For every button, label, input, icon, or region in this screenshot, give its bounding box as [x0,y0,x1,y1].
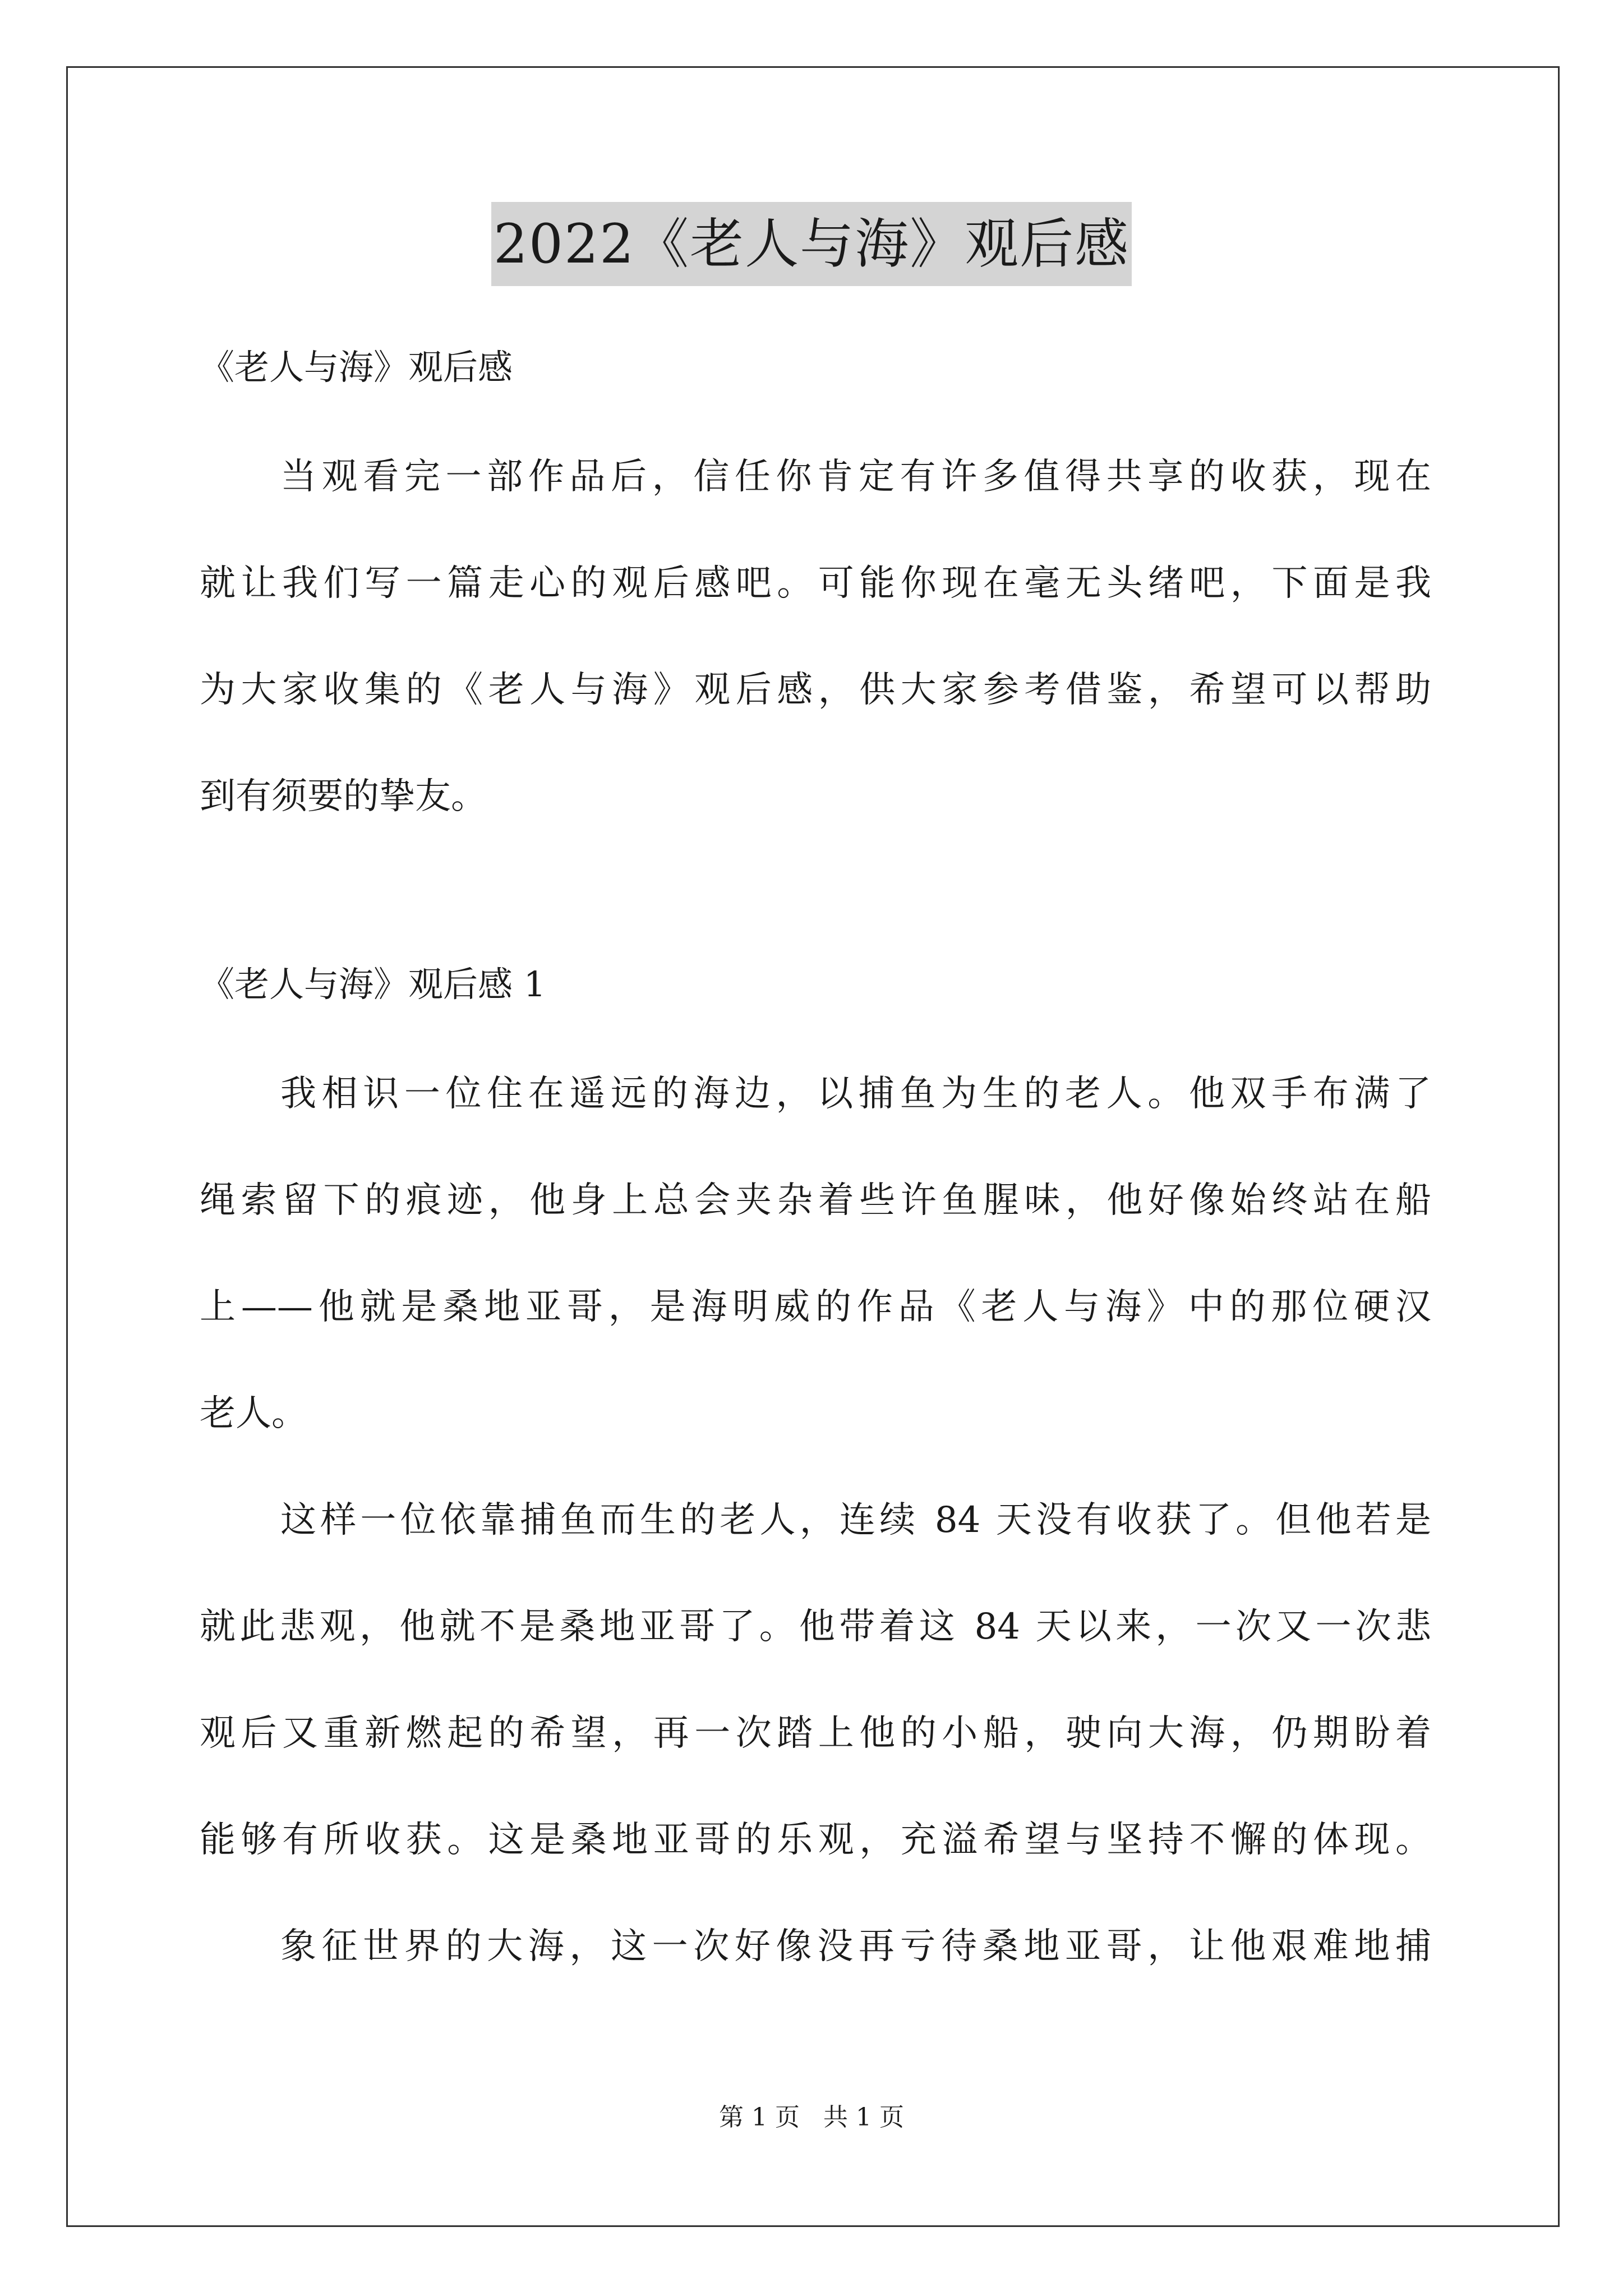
essay-paragraph-3 [200,1893,1431,2000]
essay-heading [200,956,1431,1013]
paragraph-line: 能够有所收获。这是桑地亚哥的乐观，充溢希望与坚持不懈的体现。 [200,1819,1431,1861]
paragraph-line: 绳索留下的痕迹，他身上总会夹杂着些许鱼腥味，他好像始终站在船 [200,1180,1431,1221]
section-heading-text: 《老人与海》观后感 [200,347,513,388]
paragraph-line: 这样一位依靠捕鱼而生的老人，连续 84 天没有收获了。但他若是 [280,1499,1431,1541]
paragraph-line: 上——他就是桑地亚哥，是海明威的作品《老人与海》中的那位硬汉 [200,1286,1431,1328]
essay-paragraph-2 [200,1467,1431,1893]
section-heading [200,339,1431,395]
paragraph-line: 我相识一位住在遥远的海边，以捕鱼为生的老人。他双手布满了 [280,1073,1431,1115]
paragraph-line: 象征世界的大海，这一次好像没再亏待桑地亚哥，让他艰难地捕 [280,1926,1431,1967]
intro-line: 到有须要的挚友。 [200,776,487,817]
page-number-current: 第 1 页 [719,2103,800,2132]
page-footer [0,2101,1623,2134]
intro-line: 就让我们写一篇走心的观后感吧。可能你现在毫无头绪吧，下面是我 [200,563,1431,604]
paragraph-line: 观后又重新燃起的希望，再一次踏上他的小船，驶向大海，仍期盼着 [200,1713,1431,1754]
intro-line: 当观看完一部作品后，信任你肯定有许多值得共享的收获，现在 [280,456,1431,498]
intro-line: 为大家收集的《老人与海》观后感，供大家参考借鉴，希望可以帮助 [200,669,1431,711]
intro-paragraph [200,424,1431,850]
paragraph-line: 老人。 [200,1393,307,1434]
paragraph-line: 就此悲观，他就不是桑地亚哥了。他带着这 84 天以来，一次又一次悲 [200,1606,1431,1648]
page-number-total: 共 1 页 [823,2103,904,2132]
document-title: 2022《老人与海》观后感 [491,202,1132,286]
title-container [0,202,1623,286]
essay-heading-text: 《老人与海》观后感 1 [200,964,546,1005]
essay-paragraph-1 [200,1041,1431,1467]
